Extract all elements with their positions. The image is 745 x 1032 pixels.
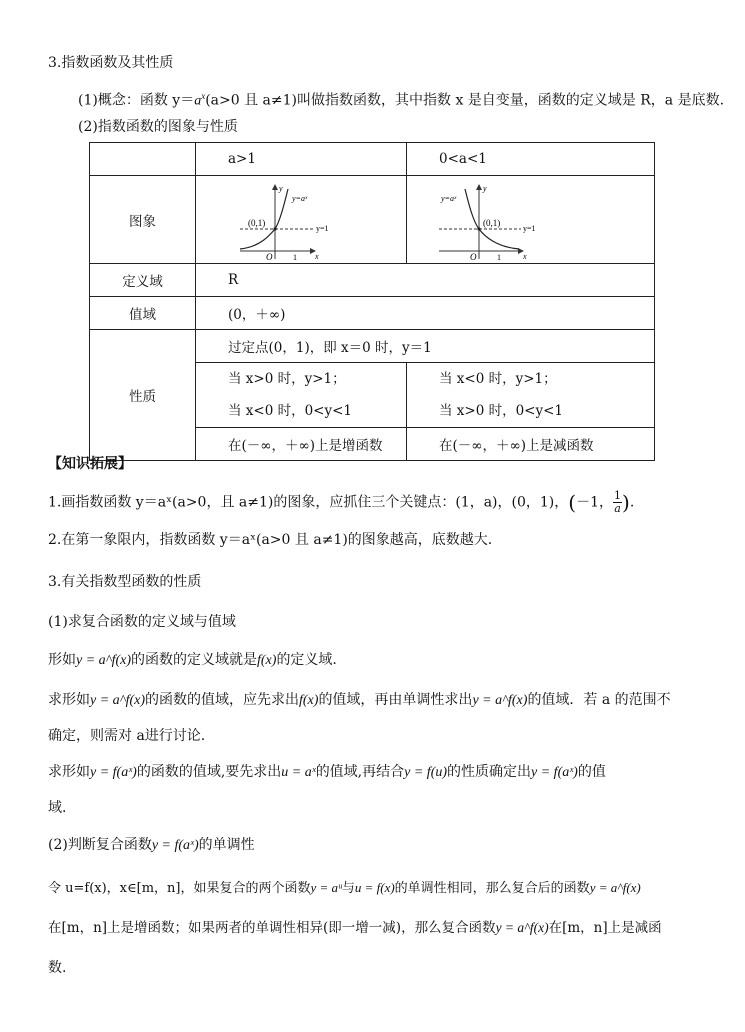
table-header-blank <box>90 143 196 176</box>
p3-post: 的值 <box>577 764 606 780</box>
p4-l1-f3: y = a^f(x) <box>589 880 641 895</box>
ext1-neg-one: －1， <box>576 494 613 511</box>
graph-props-title: (2)指数函数的图象与性质 <box>78 119 238 135</box>
p4-line1 <box>48 878 641 899</box>
concept-lead: (1)概念：函数 y <box>78 92 181 109</box>
concept-cond: (a>0 且 a≠1) <box>205 92 297 109</box>
x-label: x <box>523 251 527 261</box>
range-value: (0，＋∞) <box>196 297 655 330</box>
concept-base: a <box>194 93 202 109</box>
sub2-formula: y = f(aˣ) <box>151 838 199 853</box>
p2-line2: 确定，则需对 a进行讨论. <box>48 728 206 744</box>
x-label: x <box>315 251 319 261</box>
p3-u: u = aˣ <box>281 765 316 780</box>
sub2-post: 的单调性 <box>198 837 255 853</box>
prop-right-a: 当 x<0 时，y>1； <box>439 371 557 387</box>
p4-l1-mid2: 的单调性相同，那么复合后的函数 <box>394 881 590 896</box>
graph-decreasing-cell <box>407 176 655 264</box>
graph-increasing-cell <box>196 176 407 264</box>
fixed-point: 过定点(0，1)，即 x＝0 时，y＝1 <box>196 330 655 363</box>
concept-exp: x <box>201 91 206 101</box>
concept-eq: ＝ <box>180 92 195 109</box>
p2-mid2: 的值域，再由单调性求出 <box>318 692 473 708</box>
row-label-domain: 定义域 <box>90 264 196 297</box>
one-label: 1 <box>497 252 501 261</box>
graph-decreasing <box>411 179 581 261</box>
p3-line2: 域. <box>48 800 67 816</box>
p3-pre: 求形如 <box>48 764 90 780</box>
point-label: (0,1) <box>483 217 501 228</box>
p2-pre: 求形如 <box>48 692 90 708</box>
point-0-1 <box>273 227 276 230</box>
row-label-properties: 性质 <box>90 330 196 461</box>
p3-formula: y = f(aˣ) <box>90 765 137 780</box>
y-label: y <box>279 183 283 193</box>
table-header-a-gt-1: a>1 <box>196 143 407 176</box>
origin-label: O <box>266 251 273 261</box>
p2-line1 <box>48 690 671 711</box>
p4-l1-pre: 令 u=f(x)，x∈[m，n]，如果复合的两个函数 <box>48 881 311 896</box>
graph-increasing <box>200 179 370 261</box>
asym-label: y=1 <box>523 223 536 233</box>
p4-l2-f: y = a^f(x) <box>495 920 549 935</box>
p2-formula2: y = a^f(x) <box>472 693 528 708</box>
row-label-graph: 图象 <box>90 176 196 264</box>
p2-post: 的值域．若 a 的范围不 <box>527 692 671 708</box>
one-label: 1 <box>293 252 297 261</box>
p1-post: 的定义域. <box>276 652 337 668</box>
p3-mid3: 的性质确定出 <box>447 764 532 780</box>
p4-l2-pre: 在[m，n]上是增函数；如果两者的单调性相异(即一增一减)，那么复合函数 <box>48 920 496 936</box>
section3-title: 3.指数函数及其性质 <box>48 55 174 71</box>
p1-fx: f(x) <box>257 653 277 668</box>
concept-line <box>78 86 724 112</box>
origin-label: O <box>470 251 477 261</box>
y-label: y <box>483 183 487 193</box>
ext3-title: 3.有关指数型函数的性质 <box>48 574 202 590</box>
ext1-fraction <box>613 490 622 515</box>
p3-mid: 的函数的值域,要先求出 <box>136 764 282 780</box>
p4-line3: 数. <box>48 960 67 976</box>
ext3-sub1: (1)求复合函数的定义域与值域 <box>48 614 236 630</box>
p3-fu: y = f(u) <box>404 765 448 780</box>
p1-pre: 形如 <box>48 652 76 668</box>
point-label: (0,1) <box>248 217 266 228</box>
p1-mid: 的函数的定义域就是 <box>131 652 257 668</box>
mono-decreasing: 在(－∞，＋∞)上是减函数 <box>407 428 655 461</box>
prop-left-a: 当 x>0 时，y>1； <box>228 371 346 387</box>
p4-l1-f2: u = f(x) <box>354 880 395 895</box>
p1-formula: y = a^f(x) <box>76 653 131 668</box>
ext1-paren-open: ( <box>568 490 577 515</box>
ext1-text: 1.画指数函数 y＝aˣ(a>0，且 a≠1)的图象，应抓住三个关键点：(1，a)，(0，1)， <box>48 494 569 511</box>
frac-den: a <box>614 502 621 515</box>
prop-left-cell <box>196 363 407 428</box>
point-0-1 <box>477 227 480 230</box>
frac-num: 1 <box>614 489 621 502</box>
p2-mid: 的函数的值域，应先求出 <box>145 692 299 708</box>
prop-right-cell <box>407 363 655 428</box>
prop-right-b: 当 x>0 时，0<y<1 <box>439 403 564 419</box>
p3-formula2: y = f(aˣ) <box>531 765 578 780</box>
p4-l1-f1: y = aᵘ <box>310 880 342 895</box>
sub2-pre: (2)判断复合函数 <box>48 837 152 853</box>
asym-label: y=1 <box>316 223 329 233</box>
table-header-a-lt-1: 0<a<1 <box>407 143 655 176</box>
p2-fx: f(x) <box>299 693 319 708</box>
extension-title: 【知识拓展】 <box>48 456 132 472</box>
ext1-line <box>48 490 634 515</box>
mono-increasing: 在(－∞，＋∞)上是增函数 <box>196 428 407 461</box>
prop-left-b: 当 x<0 时，0<y<1 <box>228 403 353 419</box>
row-label-range: 值域 <box>90 297 196 330</box>
p4-l1-mid: 与 <box>341 881 355 896</box>
p3-line1 <box>48 762 606 783</box>
p1-line <box>48 650 337 671</box>
concept-rest: 叫做指数函数，其中指数 x 是自变量，函数的定义域是 R，a 是底数. <box>297 92 725 109</box>
curve-label: y=aˣ <box>292 193 308 203</box>
ext1-dot: . <box>629 494 635 511</box>
p4-line2 <box>48 918 662 938</box>
properties-table <box>89 142 655 461</box>
p3-mid2: 的值域,再结合 <box>315 764 405 780</box>
p2-formula: y = a^f(x) <box>90 693 145 708</box>
p4-l2-post: 在[m，n]上是减函 <box>548 920 662 936</box>
curve-label: y=aˣ <box>441 193 457 203</box>
ext3-sub2 <box>48 835 255 856</box>
domain-value: R <box>196 264 655 297</box>
ext2-line: 2.在第一象限内，指数函数 y＝aˣ(a>0 且 a≠1)的图象越高，底数越大. <box>48 532 493 548</box>
ext1-paren-close: ) <box>622 490 630 515</box>
